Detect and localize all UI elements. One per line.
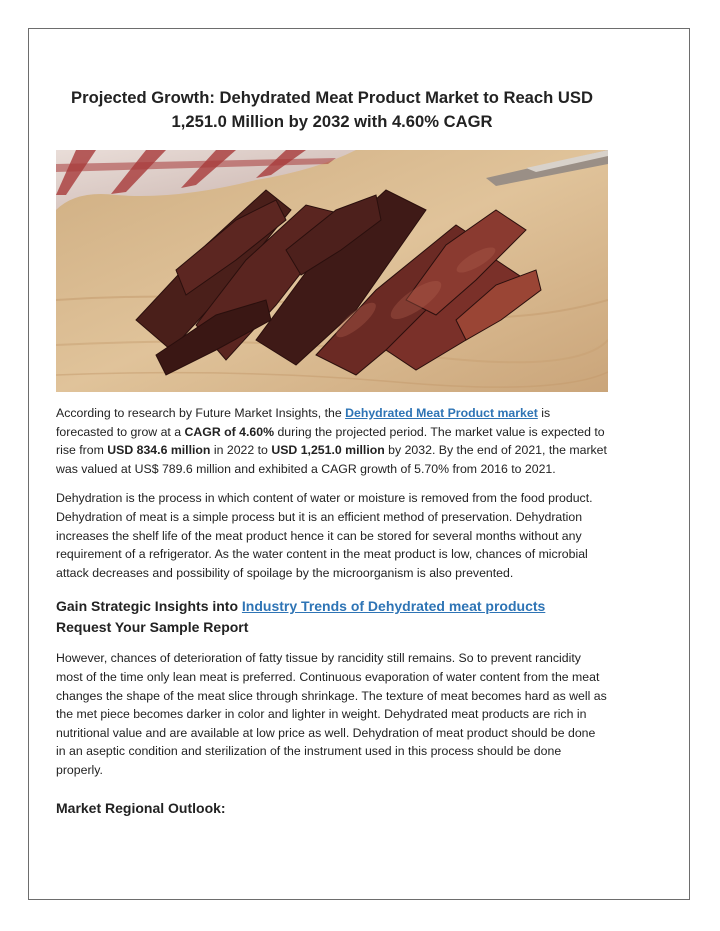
- regional-outlook-heading: Market Regional Outlook:: [56, 799, 226, 816]
- intro-paragraph: [56, 404, 608, 478]
- document-content: [56, 86, 608, 819]
- industry-trends-link[interactable]: Industry Trends of Dehydrated meat products: [241, 598, 546, 615]
- intro-text-3: during the projected period. The market value is expected to rise from: [56, 424, 605, 458]
- value-2032: USD 1,251.0 million: [271, 443, 385, 458]
- dehydration-paragraph: Dehydration is the process in which content of water or moisture is removed from the food product. Dehydration of meat is a simple process but it is an efficient method of preservation. Dehydration increases the shelf life of the meat product hence it can be stored for several months without any requirement of a refrigerator. As the water content in the meat product is low, chances of microbial attack decreases and possibility of spoilage by the microorganism is also prevented.: [56, 491, 593, 580]
- beef-jerky-image: [56, 150, 608, 392]
- intro-text-1: According to research by Future Market Insights, the: [56, 406, 346, 420]
- rancidity-paragraph: However, chances of deterioration of fatty tissue by rancidity still remains. So to prevent rancidity most of the time only lean meat is preferred. Continuous evaporation of water content from the meat changes the shape of the meat slice through shrinkage. The texture of meat becomes hard as well as the met piece becomes darker in color and lighter in weight. Dehydrated meat products are rich in nutritional value and are available at low price as well. Dehydration of meat product should be done in an aseptic condition and sterilization of the instrument used in this process should be done properly.: [56, 651, 607, 777]
- request-sample-report: Request Your Sample Report: [56, 619, 249, 636]
- intro-text-4: in 2022 to: [210, 443, 272, 458]
- insights-prefix: Gain Strategic Insights into: [56, 598, 242, 615]
- intro-text-2: is forecasted to grow at a: [56, 406, 551, 439]
- insights-heading: [56, 596, 608, 638]
- page-title: Projected Growth: Dehydrated Meat Product Market to Reach USD 1,251.0 Million by 2032 with 4.60% CAGR: [71, 88, 593, 131]
- intro-text-5: by 2032. By the end of 2021, the market was valued at US$ 789.6 million and exhibited a CAGR growth of 5.70% from 2016 to 2021.: [56, 443, 607, 476]
- market-report-link[interactable]: Dehydrated Meat Product market: [345, 406, 538, 420]
- cagr-value: CAGR of 4.60%: [184, 424, 275, 439]
- value-2022: USD 834.6 million: [107, 443, 211, 458]
